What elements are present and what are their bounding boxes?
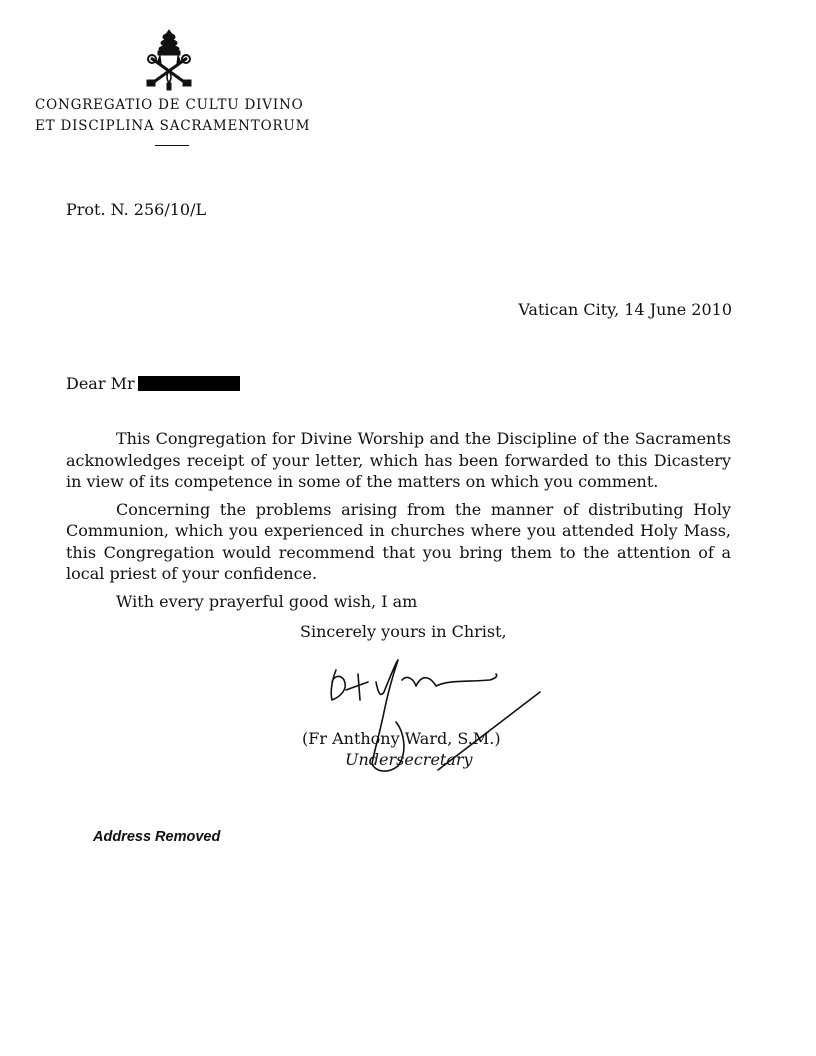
letterhead-line-1: CONGREGATIO DE CULTU DIVINO bbox=[35, 97, 304, 113]
redaction-bar bbox=[138, 376, 240, 391]
paragraph-3: With every prayerful good wish, I am bbox=[116, 591, 418, 611]
letterhead-divider bbox=[155, 145, 189, 146]
handwritten-signature bbox=[318, 652, 548, 792]
letter-body bbox=[66, 428, 731, 612]
signatory-name: (Fr Anthony Ward, S.M.) bbox=[302, 729, 501, 748]
letter-date: Vatican City, 14 June 2010 bbox=[518, 300, 732, 319]
signatory-title: Undersecretary bbox=[345, 750, 473, 769]
closing-line: Sincerely yours in Christ, bbox=[300, 622, 507, 641]
paragraph-1: This Congregation for Divine Worship and the Discipline of the Sacraments acknowledges receipt of your letter, which has been forwarded to this Dicastery in view of its competence in some of the matters on which you comment. bbox=[66, 429, 731, 491]
papal-coat-of-arms-icon bbox=[143, 28, 195, 92]
paragraph-2: Concerning the problems arising from the manner of distributing Holy Communion, which you experienced in churches where you attended Holy Mass, this Congregation would recommend that you bring them to the attention of a local priest of your confidence. bbox=[66, 499, 731, 583]
salutation: Dear Mr bbox=[66, 374, 135, 393]
protocol-number: Prot. N. 256/10/L bbox=[66, 200, 207, 219]
letterhead-line-2: ET DISCIPLINA SACRAMENTORUM bbox=[35, 118, 311, 134]
address-removed-note: Address Removed bbox=[93, 829, 221, 845]
